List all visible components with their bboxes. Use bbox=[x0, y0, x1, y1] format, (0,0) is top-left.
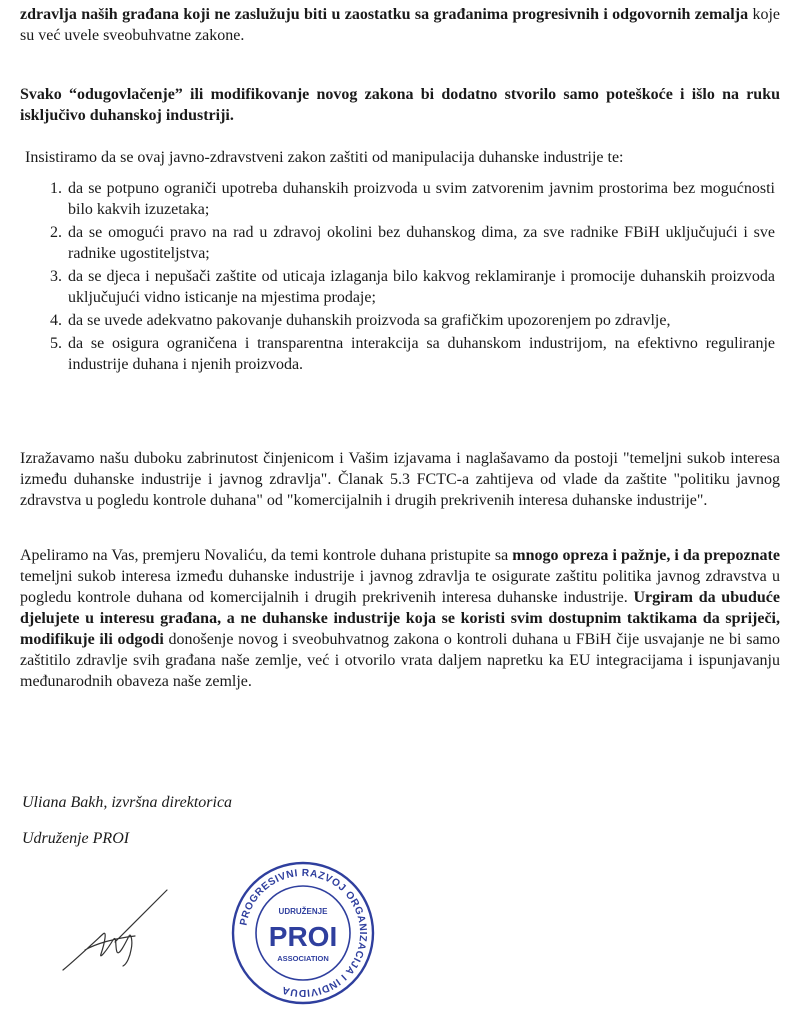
organization-stamp bbox=[228, 858, 378, 1008]
paragraph-insist: Insistiramo da se ovaj javno-zdravstveni zakon zaštiti od manipulacija duhanske industrije te: bbox=[25, 149, 624, 166]
list-item-number: 4. bbox=[50, 312, 62, 329]
list-item-text: da se osigura ograničena i transparentna interakcija sa duhanskom industrijom, na efektivno reguliranje industrije duhana i njenih proizvoda. bbox=[68, 335, 775, 373]
signatory-name: Uliana Bakh, izvršna direktorica bbox=[22, 794, 233, 811]
list-item bbox=[20, 266, 775, 308]
handwritten-signature bbox=[55, 880, 185, 980]
appeal-bold-1: mnogo opreza i pažnje, i da prepoznate bbox=[512, 547, 780, 564]
list-item-text: da se djeca i nepušači zaštite od uticaja izlaganja bilo kakvog reklamiranje i promocije duhanskih proizvoda uključujući vidno isticanje na mjestima prodaje; bbox=[68, 268, 775, 306]
stamp-top-text: UDRUŽENJE bbox=[278, 907, 328, 916]
list-item-number: 3. bbox=[50, 268, 62, 285]
paragraph-appeal bbox=[20, 545, 780, 692]
list-item-text: da se omogući pravo na rad u zdravoj okolini bez duhanskog dima, za sve radnike FBiH uključujući i sve radnike ugostiteljstva; bbox=[68, 224, 775, 262]
paragraph-concern: Izražavamo našu duboku zabrinutost činjenicom i Vašim izjavama i naglašavamo da postoji "temeljni sukob interesa između duhanske industrije i javnog zdravlja". Članak 5.3 FCTC-a zahtijeva od vlade da zaštite "politiku javnog zdravstva u pogledu kontrole duhana" od "komercijalnih i drugih prekrivenih interesa duhanske industrije". bbox=[20, 450, 780, 509]
list-item bbox=[20, 178, 775, 220]
opening-bold-text: zdravlja naših građana koji ne zaslužuju biti u zaostatku sa građanima progresivnih i odgovornih zemalja bbox=[20, 6, 749, 23]
stamp-ring-text: PROGRESIVNI RAZVOJ ORGANIZACIJA I INDIVIDUA bbox=[238, 867, 369, 999]
appeal-text-1: Apeliramo na Vas, premjeru Novaliću, da temi kontrole duhana pristupite sa bbox=[20, 547, 513, 564]
appeal-text-3: donošenje novog i sveobuhvatnog zakona o kontroli duhana u FBiH čije usvajanje ne bi samo zaštitilo zdravlje svih građana naše zemlje, već i otvorilo vrata daljem napretku ka EU integracijama i ispunjavanju međunarodnih obaveza naše zemlje. bbox=[20, 631, 780, 690]
appeal-bold-2: Urgiram da ubuduće djelujete u interesu građana, a ne duhanske industrije koja se koristi svim dostupnim taktikama da spriječi, modifikuje ili odgodi bbox=[20, 589, 781, 648]
paragraph-opening bbox=[20, 4, 780, 46]
list-item-number: 1. bbox=[50, 180, 62, 197]
opening-text: koje su već uvele sveobuhvatne zakone. bbox=[20, 6, 781, 44]
paragraph-delay-warning: Svako “odugovlačenje” ili modifikovanje novog zakona bi dodatno stvorilo samo poteškoće i išlo na ruku isključivo duhanskoj industriji. bbox=[20, 86, 780, 124]
list-item-number: 2. bbox=[50, 224, 62, 241]
stamp-center-text: PROI bbox=[268, 921, 338, 952]
list-item bbox=[20, 310, 775, 331]
demands-list bbox=[20, 178, 775, 377]
stamp-bottom-text: ASSOCIATION bbox=[277, 954, 329, 963]
signatory-organization: Udruženje PROI bbox=[22, 830, 130, 847]
list-item-text: da se potpuno ograniči upotreba duhanskih proizvoda u svim zatvorenim javnim prostorima bez mogućnosti bilo kakvih izuzetaka; bbox=[68, 180, 775, 218]
list-item bbox=[20, 222, 775, 264]
appeal-text-2: temeljni sukob interesa između duhanske industrije i javnog zdravlja te osigurate zaštitu politika javnog zdravstva u pogledu kontrole duhana od komercijalnih i drugih prekrivenih interesa duhanske industrije. bbox=[20, 568, 780, 606]
list-item-number: 5. bbox=[50, 335, 62, 352]
list-item bbox=[20, 333, 775, 375]
list-item-text: da se uvede adekvatno pakovanje duhanskih proizvoda sa grafičkim upozorenjem po zdravlje, bbox=[68, 312, 671, 329]
